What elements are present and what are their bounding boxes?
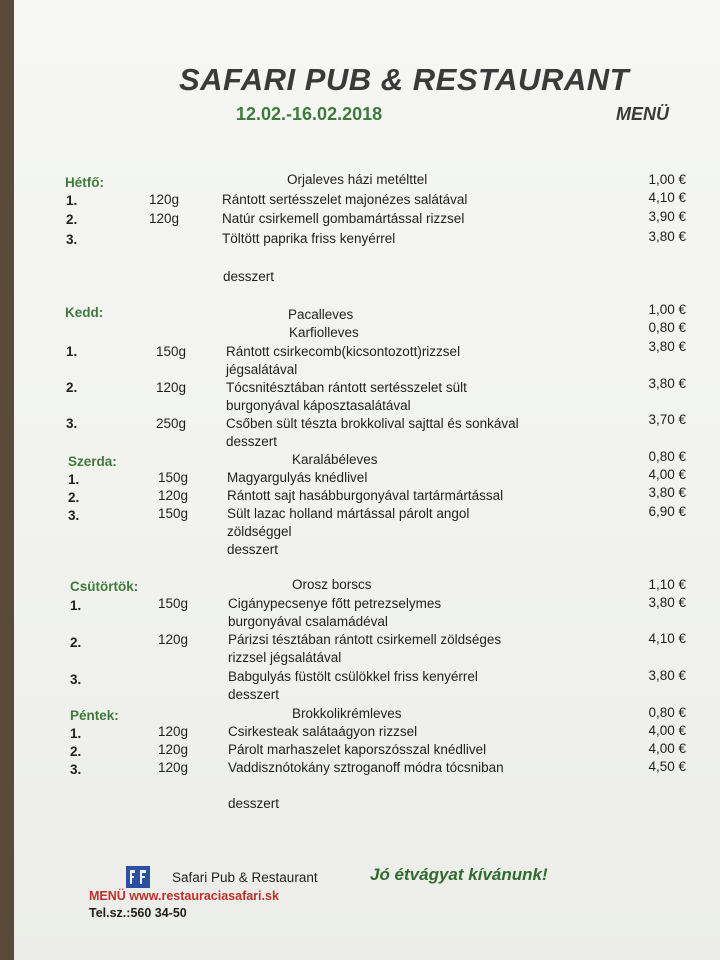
monday-soup: Orjaleves házi metélttel <box>287 172 428 187</box>
monday-item-2-weight: 120g <box>149 211 180 226</box>
friday-item-2-number: 2. <box>70 744 82 759</box>
day-label-monday: Hétfő: <box>65 175 104 190</box>
wednesday-item-1-price: 4,00 € <box>648 467 686 482</box>
monday-item-1-weight: 120g <box>149 192 180 207</box>
monday-item-2-number: 2. <box>66 212 78 227</box>
restaurant-title: SAFARI PUB & RESTAURANT <box>178 62 630 97</box>
friday-item-2-dish: Párolt marhaszelet kaporszósszal knédlivel <box>228 742 487 757</box>
wednesday-soup-price: 0,80 € <box>648 449 686 464</box>
thursday-item-1-dish: Cigánypecsenye főtt petrezselymes <box>228 596 442 611</box>
wednesday-item-3-price: 6,90 € <box>648 504 686 519</box>
friday-item-2-price: 4,00 € <box>648 741 686 756</box>
monday-item-2-dish: Natúr csirkemell gombamártással rizzsel <box>222 211 465 226</box>
wednesday-item-3-dish-cont: zöldséggel <box>227 524 292 539</box>
day-label-wednesday: Szerda: <box>68 454 117 469</box>
wednesday-item-2-price: 3,80 € <box>648 485 686 500</box>
friday-item-3-price: 4,50 € <box>648 759 686 774</box>
tuesday-item-1-price: 3,80 € <box>648 339 686 354</box>
friday-soup: Brokkolikrémleves <box>292 706 402 721</box>
friday-dessert: desszert <box>228 796 280 811</box>
tuesday-item-2-number: 2. <box>66 380 78 395</box>
tuesday-soup-1: Pacalleves <box>288 307 354 322</box>
thursday-item-1-weight: 150g <box>158 596 189 611</box>
footer-wish: Jó étvágyat kívánunk! <box>370 865 548 884</box>
monday-item-1-dish: Rántott sertésszelet majonézes salátával <box>222 192 468 207</box>
tuesday-soup-1-price: 1,00 € <box>648 302 686 317</box>
tuesday-item-3-weight: 250g <box>156 416 187 431</box>
monday-item-2-price: 3,90 € <box>648 209 686 224</box>
restaurant-logo-icon <box>126 866 150 888</box>
thursday-dessert: desszert <box>228 687 280 702</box>
menu-sheet <box>14 0 720 960</box>
friday-item-3-weight: 120g <box>158 760 189 775</box>
wednesday-item-3-number: 3. <box>68 508 80 523</box>
thursday-item-3-dish: Babgulyás füstölt csülökkel friss kenyérrel <box>228 669 478 684</box>
thursday-item-3-price: 3,80 € <box>648 668 686 683</box>
tuesday-item-2-dish: Tócsnitésztában rántott sertésszelet sült <box>226 380 467 395</box>
friday-item-1-price: 4,00 € <box>648 723 686 738</box>
thursday-item-2-number: 2. <box>70 635 82 650</box>
thursday-item-3-number: 3. <box>70 672 82 687</box>
wednesday-item-3-dish: Sült lazac holland mártással párolt angol <box>227 506 470 521</box>
tuesday-soup-2: Karfiolleves <box>289 325 359 340</box>
tuesday-item-3-number: 3. <box>66 416 78 431</box>
friday-item-1-dish: Csirkesteak salátaágyon rizzsel <box>228 724 418 739</box>
tuesday-item-2-price: 3,80 € <box>648 376 686 391</box>
friday-item-3-number: 3. <box>70 762 82 777</box>
friday-soup-price: 0,80 € <box>648 705 686 720</box>
thursday-item-2-weight: 120g <box>158 632 189 647</box>
wednesday-item-1-weight: 150g <box>158 470 189 485</box>
thursday-item-1-number: 1. <box>70 598 82 613</box>
tuesday-item-1-dish-cont: jégsalátával <box>226 362 298 377</box>
wednesday-item-2-number: 2. <box>68 490 80 505</box>
wednesday-item-1-dish: Magyargulyás knédlivel <box>227 470 368 485</box>
friday-item-2-weight: 120g <box>158 742 189 757</box>
wednesday-item-3-weight: 150g <box>158 506 189 521</box>
monday-item-1-number: 1. <box>66 193 78 208</box>
monday-soup-price: 1,00 € <box>648 172 686 187</box>
day-label-tuesday: Kedd: <box>65 305 104 320</box>
tuesday-item-1-number: 1. <box>66 344 78 359</box>
tuesday-item-1-weight: 150g <box>156 344 187 359</box>
monday-dessert: desszert <box>223 269 275 284</box>
thursday-soup-price: 1,10 € <box>648 577 686 592</box>
monday-item-3-dish: Töltött paprika friss kenyérrel <box>222 231 396 246</box>
thursday-item-2-dish: Párizsi tésztában rántott csirkemell zöldséges <box>228 632 502 647</box>
tuesday-soup-2-price: 0,80 € <box>648 320 686 335</box>
thursday-item-2-price: 4,10 € <box>648 631 686 646</box>
tuesday-dessert: desszert <box>226 434 278 449</box>
thursday-item-1-price: 3,80 € <box>648 595 686 610</box>
monday-item-3-price: 3,80 € <box>648 229 686 244</box>
thursday-item-2-dish-cont: rizzsel jégsalátával <box>228 650 342 665</box>
wednesday-item-2-dish: Rántott sajt hasábburgonyával tartármártással <box>227 488 504 503</box>
wednesday-item-2-weight: 120g <box>158 488 189 503</box>
monday-item-3-number: 3. <box>66 232 78 247</box>
wednesday-item-1-number: 1. <box>68 472 80 487</box>
friday-item-1-number: 1. <box>70 726 82 741</box>
footer-restaurant-name: Safari Pub & Restaurant <box>172 870 318 885</box>
friday-item-3-dish: Vaddisznótokány sztroganoff módra tócsniban <box>228 760 504 775</box>
tuesday-item-1-dish: Rántott csirkecomb(kicsontozott)rizzsel <box>226 344 461 359</box>
thursday-soup: Orosz borscs <box>292 577 372 592</box>
friday-item-1-weight: 120g <box>158 724 189 739</box>
wednesday-dessert: desszert <box>227 542 279 557</box>
footer-website-link[interactable]: MENÜ www.restauraciasafari.sk <box>89 889 279 903</box>
tuesday-item-3-price: 3,70 € <box>648 412 686 427</box>
thursday-item-1-dish-cont: burgonyával csalamádéval <box>228 614 388 629</box>
wednesday-soup: Karalábéleves <box>292 452 378 467</box>
menu-date-range: 12.02.-16.02.2018 <box>236 104 383 124</box>
footer-phone: Tel.sz.:560 34-50 <box>89 906 187 920</box>
day-label-thursday: Csütörtök: <box>70 579 139 594</box>
tuesday-item-2-weight: 120g <box>156 380 187 395</box>
menu-heading: MENÜ <box>616 104 669 124</box>
monday-item-1-price: 4,10 € <box>648 190 686 205</box>
tuesday-item-3-dish: Csőben sült tészta brokkolival sajttal és sonkával <box>226 416 519 431</box>
day-label-friday: Péntek: <box>70 708 119 723</box>
tuesday-item-2-dish-cont: burgonyával káposztasalátával <box>226 398 411 413</box>
